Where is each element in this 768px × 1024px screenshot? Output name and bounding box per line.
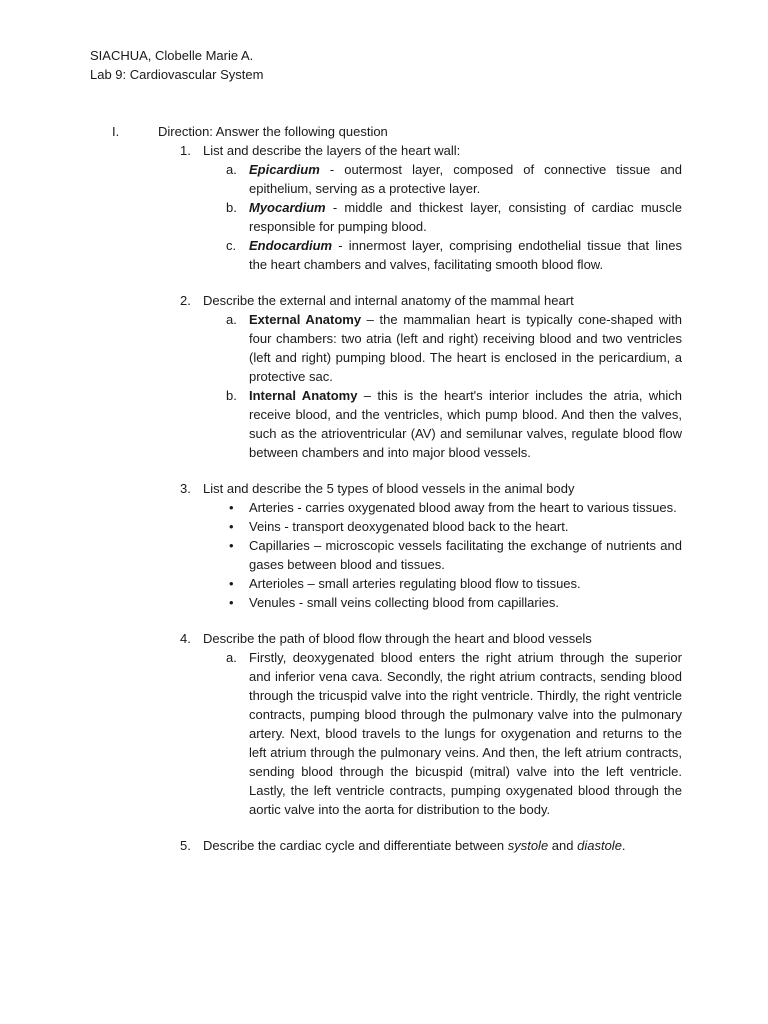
question-4-number: 4.: [180, 631, 191, 646]
term-myocardium: Myocardium: [249, 200, 326, 215]
question-5-number: 5.: [180, 838, 191, 853]
question-5-text-mid: and: [548, 838, 578, 853]
lab-title: Lab 9: Cardiovascular System: [90, 67, 264, 82]
question-5-text-start: Describe the cardiac cycle and differentiate between: [203, 838, 508, 853]
item-description: - innermost layer, comprising endothelial tissue that lines the heart chambers and valves, facilitating smooth blood flow.: [249, 238, 682, 272]
item-marker: a.: [226, 162, 237, 177]
question-4-answers: [226, 648, 682, 819]
item-description: Firstly, deoxygenated blood enters the right atrium through the superior and inferior vena cava. Secondly, the right atrium contracts, sending blood through the tricuspid valve into the right ventricle. Thirdly, the right ventricle contracts, pumping blood through the pulmonary valve into the pulmonary artery. Next, blood travels to the lungs for oxygenation and returns to the left atrium through the pulmonary veins. And then, the left atrium contracts, sending blood through the bicuspid (mitral) valve into the left ventricle. Lastly, the left ventricle contracts, pumping oxygenated blood through the aortic valve into the aorta for distribution to the body.: [249, 650, 682, 817]
bullet-icon: •: [229, 500, 234, 515]
question-3-text: List and describe the 5 types of blood vessels in the animal body: [203, 481, 575, 496]
term-internal-anatomy: Internal Anatomy: [249, 388, 358, 403]
answer-item: [226, 386, 683, 462]
question-3-answers: [229, 498, 682, 612]
bullet-item: [229, 536, 682, 574]
question-4: [112, 629, 682, 819]
term-endocardium: Endocardium: [249, 238, 333, 253]
item-marker: b.: [226, 388, 237, 403]
section-one: [112, 122, 682, 855]
question-2-number: 2.: [180, 293, 191, 308]
student-name: SIACHUA, Clobelle Marie A.: [90, 48, 254, 63]
item-description: - middle and thickest layer, consisting of cardiac muscle responsible for pumping blood.: [249, 200, 682, 234]
bullet-text: Capillaries – microscopic vessels facilitating the exchange of nutrients and gases between blood and tissues.: [249, 538, 682, 572]
section-heading: [112, 122, 682, 141]
section-direction: Direction: Answer the following question: [158, 124, 388, 139]
bullet-icon: •: [229, 576, 234, 591]
section-numeral: I.: [112, 124, 120, 139]
bullet-item: [229, 517, 682, 536]
question-5: [112, 836, 682, 855]
bullet-item: [229, 498, 682, 517]
item-marker: a.: [226, 312, 237, 327]
question-1-number: 1.: [180, 143, 191, 158]
answer-item: [226, 160, 682, 198]
item-description: – the mammalian heart is typically cone-shaped with four chambers: two atria (left and right) receiving blood and two ventricles (left and right) pumping blood. The heart is enclosed in the pericardium, a protective sac.: [249, 312, 682, 384]
question-3: [112, 479, 682, 612]
bullet-item: [229, 574, 682, 593]
item-description: – this is the heart's interior includes the atria, which receive blood, and the ventricles, which pump blood. And then the valves, such as the atrioventricular (AV) and semilunar valves, regulate blood flow between chambers and into major blood vessels.: [249, 388, 683, 460]
question-1-answers: [226, 160, 682, 274]
bullet-item: [229, 593, 682, 612]
answer-item: [226, 310, 682, 386]
term-epicardium: Epicardium: [249, 162, 320, 177]
bullet-text: Arterioles – small arteries regulating blood flow to tissues.: [249, 576, 581, 591]
term-external-anatomy: External Anatomy: [249, 312, 362, 327]
question-1: [112, 141, 682, 274]
answer-item: [226, 648, 682, 819]
bullet-icon: •: [229, 595, 234, 610]
bullet-text: Venules - small veins collecting blood from capillaries.: [249, 595, 559, 610]
question-2-line: [112, 291, 682, 310]
question-4-line: [112, 629, 682, 648]
question-1-text: List and describe the layers of the heart wall:: [203, 143, 461, 158]
answer-item: [226, 236, 682, 274]
item-marker: a.: [226, 650, 237, 665]
question-5-text-end: .: [621, 838, 626, 853]
item-description: - outermost layer, composed of connective tissue and epithelium, serving as a protective layer.: [249, 162, 682, 196]
item-marker: b.: [226, 200, 237, 215]
answer-item: [226, 198, 682, 236]
question-3-line: [112, 479, 682, 498]
question-1-line: [112, 141, 682, 160]
question-4-text: Describe the path of blood flow through the heart and blood vessels: [203, 631, 592, 646]
question-3-number: 3.: [180, 481, 191, 496]
term-diastole: diastole: [577, 838, 622, 853]
bullet-icon: •: [229, 519, 234, 534]
item-marker: c.: [226, 238, 237, 253]
question-2-text: Describe the external and internal anatomy of the mammal heart: [203, 293, 574, 308]
question-5-line: [112, 836, 682, 855]
bullet-text: Veins - transport deoxygenated blood back to the heart.: [249, 519, 569, 534]
bullet-icon: •: [229, 538, 234, 553]
question-2: [112, 291, 682, 462]
question-5-text: [203, 836, 626, 855]
document-header: [90, 46, 263, 84]
term-systole: systole: [507, 838, 549, 853]
bullet-text: Arteries - carries oxygenated blood away from the heart to various tissues.: [249, 500, 677, 515]
question-2-answers: [226, 310, 683, 462]
